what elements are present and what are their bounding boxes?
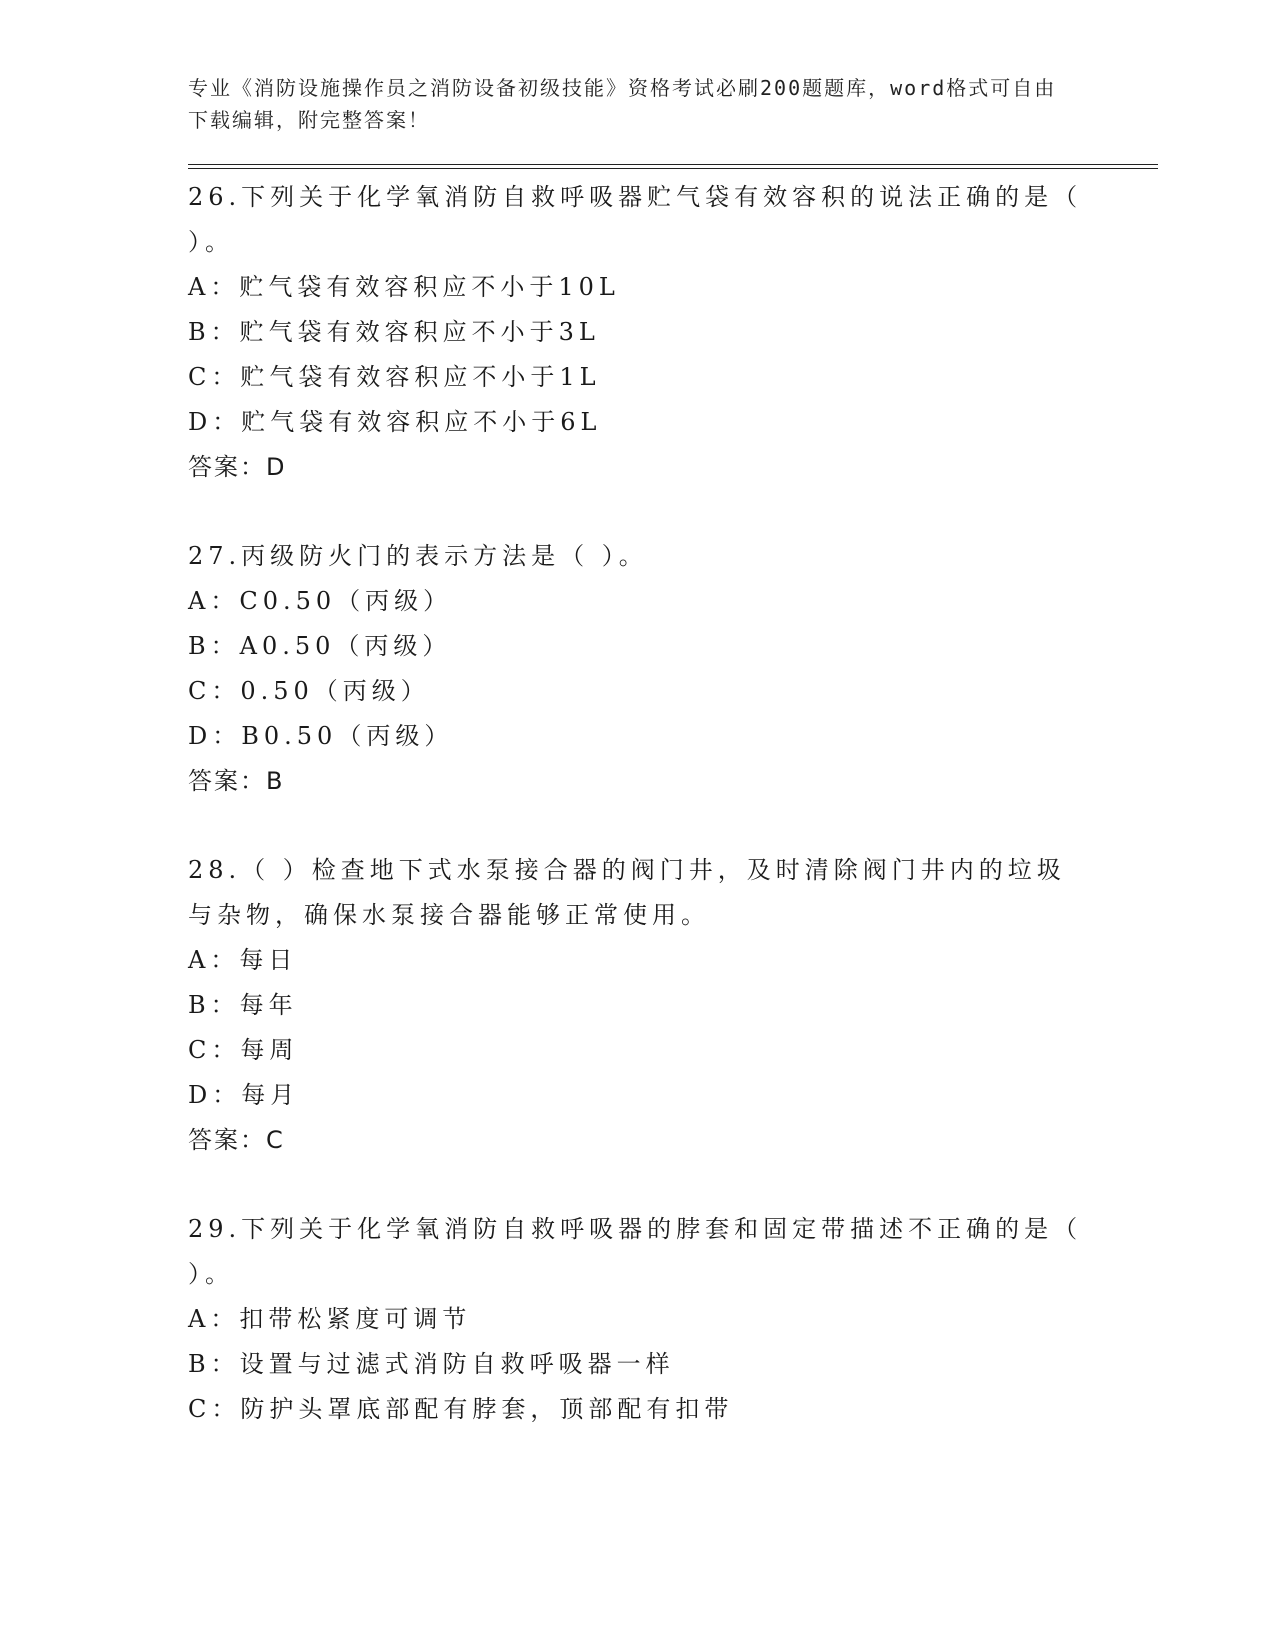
option-c: C：防护头罩底部配有脖套，顶部配有扣带 [188, 1395, 734, 1423]
option-c: C：0.50（丙级） [188, 677, 430, 705]
option-c: C：每周 [188, 1036, 299, 1064]
answer-label: 答案：B [188, 767, 285, 795]
document-header: 专业《消防设施操作员之消防设备初级技能》资格考试必刷200题题库，word格式可自由下载编辑，附完整答案！ [188, 76, 1057, 132]
option-b: B：贮气袋有效容积应不小于3L [188, 318, 600, 346]
question-text: 26.下列关于化学氧消防自救呼吸器贮气袋有效容积的说法正确的是（ ）。 [188, 183, 1083, 256]
question-text: 29.下列关于化学氧消防自救呼吸器的脖套和固定带描述不正确的是（ ）。 [188, 1215, 1083, 1288]
document-page [188, 72, 1158, 1476]
option-b: B：A0.50（丙级） [188, 632, 452, 660]
option-a: A：C0.50（丙级） [188, 587, 453, 615]
question-list [188, 175, 1158, 1432]
option-a: A：每日 [188, 946, 298, 974]
answer-label: 答案：D [188, 453, 287, 481]
option-d: D：B0.50（丙级） [188, 722, 454, 750]
option-d: D：每月 [188, 1081, 300, 1109]
question-text: 27.丙级防火门的表示方法是（ ）。 [188, 542, 648, 570]
question-text: 28.（ ）检查地下式水泵接合器的阀门井，及时清除阀门井内的垃圾与杂物，确保水泵接合器能够正常使用。 [188, 856, 1066, 929]
answer-label: 答案：C [188, 1126, 285, 1154]
option-b: B：设置与过滤式消防自救呼吸器一样 [188, 1350, 675, 1378]
option-c: C：贮气袋有效容积应不小于1L [188, 363, 601, 391]
question-29 [188, 1207, 1158, 1432]
option-b: B：每年 [188, 991, 298, 1019]
option-d: D：贮气袋有效容积应不小于6L [188, 408, 602, 436]
option-a: A：贮气袋有效容积应不小于10L [188, 273, 620, 301]
question-28 [188, 848, 1158, 1163]
question-26 [188, 175, 1158, 490]
question-27 [188, 534, 1158, 804]
option-a: A：扣带松紧度可调节 [188, 1305, 472, 1333]
header-divider [188, 164, 1158, 169]
